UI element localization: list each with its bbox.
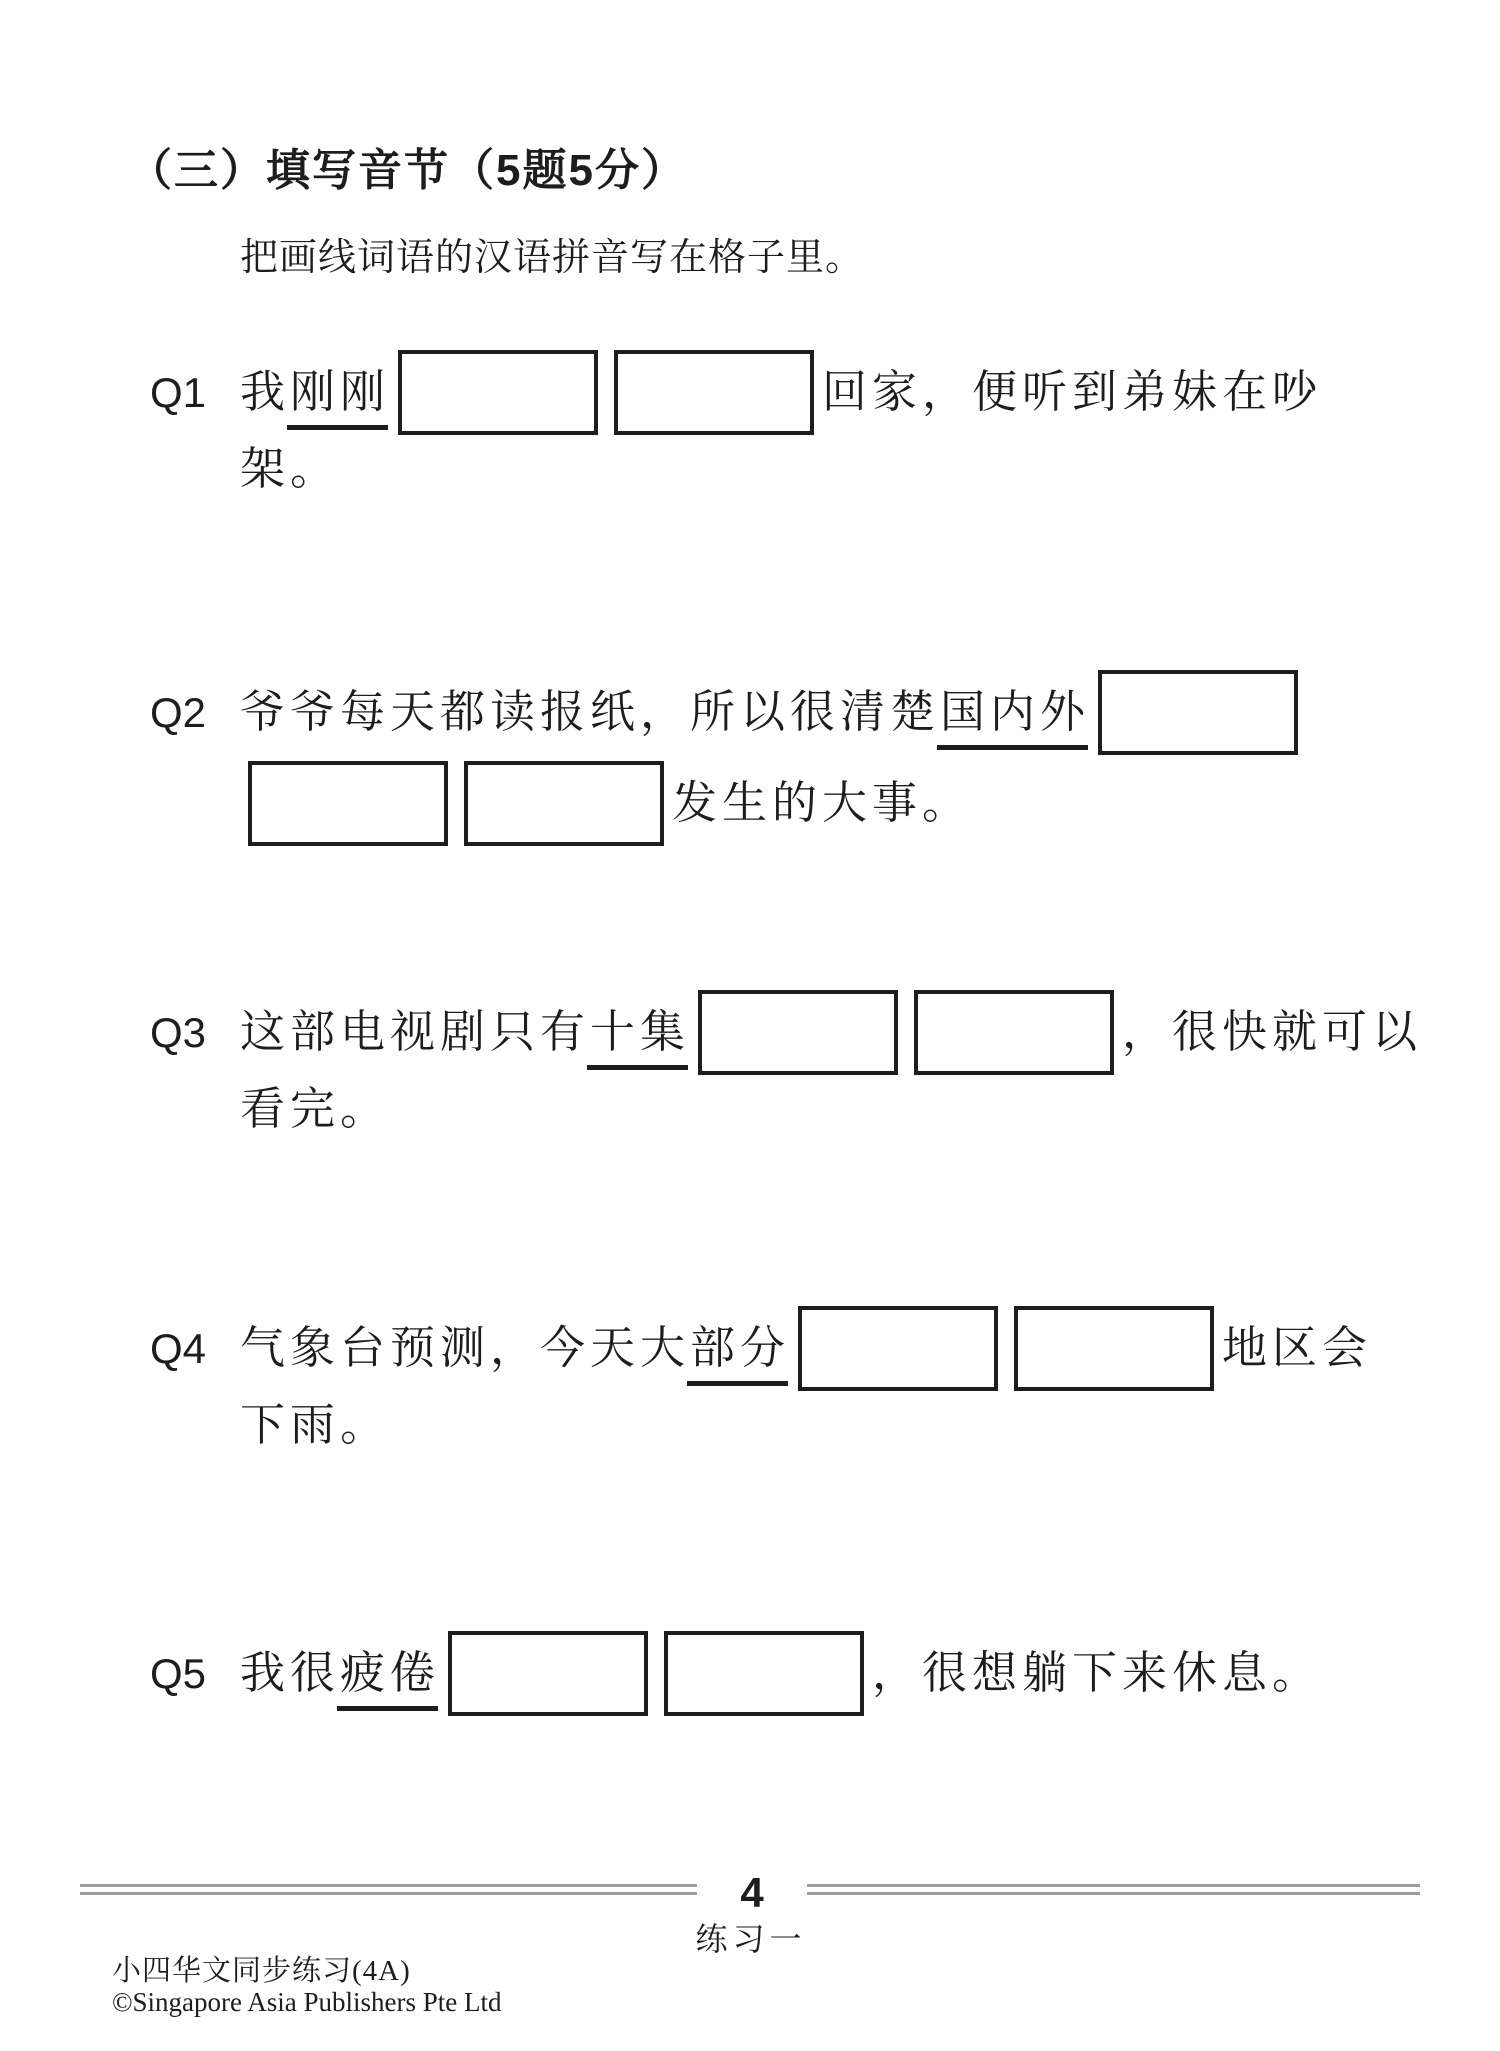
underlined-word: 疲倦 [340,1645,440,1701]
question-text: 地区会 [1222,1323,1373,1374]
underlined-word: 部分 [690,1320,790,1376]
footer-rule-left [80,1884,697,1895]
pinyin-answer-box[interactable] [698,990,898,1075]
question-q2 [150,670,1450,846]
pinyin-answer-box[interactable] [248,761,448,846]
question-text: 发生的大事。 [672,778,973,829]
question-q5 [150,1631,1450,1716]
question-text: 爷爷每天都读报纸，所以很清楚 [240,687,941,738]
pinyin-answer-box[interactable] [614,350,814,435]
question-text: 我 [240,367,291,418]
question-label: Q3 [150,1009,207,1056]
exercise-label: 练习一 [695,1921,807,1957]
question-text: 回家，便听到弟妹在吵 [822,367,1323,418]
question-q3 [150,990,1450,1137]
footer-rule-right [807,1884,1420,1895]
question-line [240,350,1450,435]
pinyin-answer-box[interactable] [914,990,1114,1075]
question-text: 看完。 [240,1084,391,1134]
question-q1 [150,350,1450,497]
question-line [240,1081,1450,1137]
question-label: Q4 [150,1325,207,1372]
question-line [240,761,1450,846]
question-line [240,990,1450,1075]
question-content [240,1306,1450,1453]
question-label: Q1 [150,369,207,416]
question-text: ，很快就可以 [1122,1007,1423,1058]
question-label: Q5 [150,1650,207,1697]
question-text: 气象台预测，今天大 [240,1323,691,1374]
question-label: Q2 [150,689,207,736]
question-content [240,1631,1450,1716]
pinyin-answer-box[interactable] [398,350,598,435]
question-content [240,350,1450,497]
pinyin-answer-box[interactable] [798,1306,998,1391]
question-content [240,670,1450,846]
question-text: 架。 [240,444,341,494]
underlined-word: 刚刚 [290,364,390,420]
question-text: 这部电视剧只有 [240,1007,591,1058]
question-text: ，很想躺下来休息。 [872,1648,1323,1699]
underlined-word: 十集 [590,1004,690,1060]
question-line [240,1631,1450,1716]
question-q4 [150,1306,1450,1453]
question-line [240,670,1450,755]
pinyin-answer-box[interactable] [1098,670,1298,755]
instruction-text: 把画线词语的汉语拼音写在格子里。 [240,237,865,279]
pinyin-answer-box[interactable] [448,1631,648,1716]
question-line [240,441,1450,497]
page-number: 4 [740,1869,764,1916]
question-line [240,1306,1450,1391]
question-content [240,990,1450,1137]
question-text: 下雨。 [240,1400,391,1450]
copyright-notice: ©Singapore Asia Publishers Pte Ltd [112,1987,502,2017]
pinyin-answer-box[interactable] [664,1631,864,1716]
pinyin-answer-box[interactable] [1014,1306,1214,1391]
question-line [240,1397,1450,1453]
underlined-word: 国内外 [940,684,1090,740]
section-heading: （三）填写音节（5题5分） [128,146,687,195]
question-text: 我很 [240,1648,341,1699]
book-title: 小四华文同步练习(4A) [112,1955,411,1987]
pinyin-answer-box[interactable] [464,761,664,846]
